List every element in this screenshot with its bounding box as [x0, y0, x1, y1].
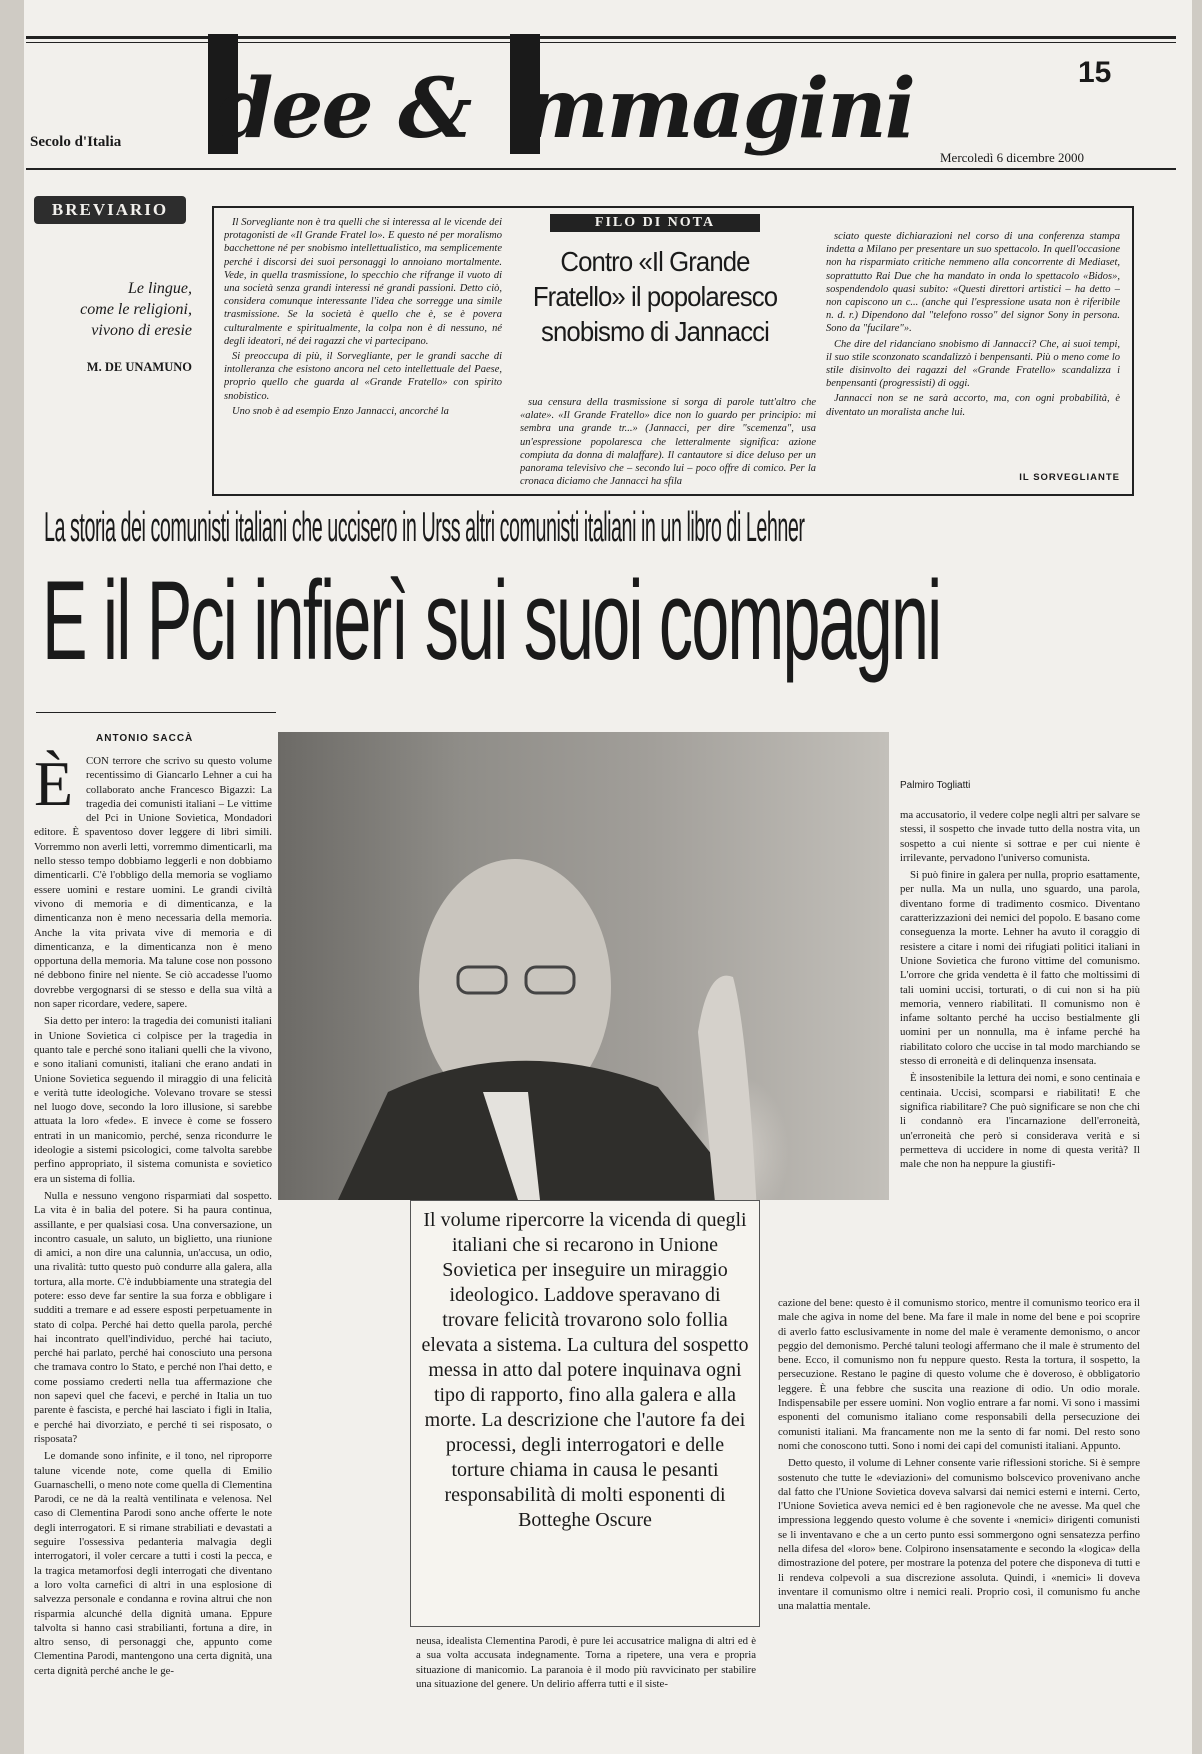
breviario-quote — [40, 278, 192, 341]
filo-paragraph: Il Sorvegliante non è tra quelli che si interessa al le vicende dei protagonisti de «Il Grande Fratel lo». E questo né per moralismo bacchettone né per snobismo intellettualistico, ma semplicemente perché i discorsi dei suoi personaggi lo annoiano mortalmente. Vede, in quella trasmissione, lo specchio che rifrange il vuoto di una società senza grandi interessi né grandi passioni. Detto ciò, considera comunque interessante l'idea che sorregge una simile trasmissione. Se la società è quello che è, se è povera culturalmente e spiritualmente, la colpa non è di nessuno, né degli ideatori, né dei ragazzi che vi partecipano. — [224, 217, 502, 347]
page-number: 15 — [1078, 56, 1112, 89]
article-paragraph: neusa, idealista Clementina Parodi, è pure lei accusatrice maligna di altri ed è a sua volta accusata indegnamente. Torna a ripetere, una vera e propria situazione di manicomio. La paranoia è il modo più ravvicinato per stabilire una situazione del genere. Un delirio afferra tutti e il siste- — [416, 1635, 756, 1690]
top-rule-thin — [26, 42, 1176, 43]
filo-paragraph: sciato queste dichiarazioni nel corso di una conferenza stampa indetta a Milano per presentare un suo spettacolo. In quell'occasione non ha risparmiato critiche nemmeno alla concorrente di Mediaset, soprattutto Rai Due che ha mandato in onda lo spettacolo «Bidos», sospendendolo quasi subito: «Questi direttori artistici – ha detto – non capiscono un c... (anche qui l'espressione usata non è riferibile n. d. r.) Dipendono dal "telefono rosso" del signor Sony in persona. Sono da "fucilare"». — [826, 231, 1120, 335]
article-column-3-wide — [778, 1296, 1140, 1744]
masthead-bottom-rule — [26, 168, 1176, 170]
byline-rule — [36, 712, 276, 713]
quote-line: vivono di eresie — [91, 322, 192, 339]
article-paragraph: Nulla e nessuno vengono risparmiati dal sospetto. La vita è in balìa del potere. Si ha paura continua, assillante, e per qualsiasi cosa. Una conversazione, un incontro casuale, un saluto, un biglietto, una riunione di amici, a non dire una calunnia, un'accusa, un odio, una rivalità: tutto questo può condurre alla galera, alla tortura, alla morte. C'è indubbiamente una strategia del potere: esso deve far sentire la sua forza e obbligare i sudditi a tremare e ad essere esposti perpetuamente in stato di colpa. Perché hai detto quella parola, perché hai incontrato quell'individuo, perché hai taciuto, perché hai parlato, perché hai conosciuto una persona che tramava contro lo Stato, e perché non l'hai detto, e come possiamo crederti nella tua affermazione che non sapevi quel che facevi, e perché in Italia un tuo parente è fascista, e perché hai lasciato i figli in Italia, e perché hai divorziato, e perché ti sei risposato, o risposata? — [34, 1189, 272, 1445]
filo-title-line: Contro «Il Grande — [560, 246, 750, 277]
filo-right-column — [826, 230, 1120, 474]
article-paragraph — [34, 748, 272, 1011]
filo-di-nota-title — [520, 244, 790, 349]
article-paragraph: Detto questo, il volume di Lehner consente varie riflessioni storiche. Si è sempre sostenuto che tutte le «deviazioni» del comunismo bolscevico provenivano anche dal fatto che l'Unione Sovietica doveva salvarsi dai nemici esterni e interni. Certo, l'Unione Sovietica aveva nemici ed è ben ragionevole che ne avesse. Ma quel che impressiona leggendo questo volume è che sovente i «nemici» dirigenti comunisti se li inventavano e che a un certo punto essi sommergono ogni sensatezza perfino nella difesa del «loro» bene. Colpirono insensatamente e secondo la «logica» della dimostrazione del potere, per mostrare la potenza del potere che disponeva di tutti e li rendeva colpevoli a sua discrezione assoluta. Quindi, i «nemici» li doveva inventare il comunismo oltre i nemici reali. Proprio così, il comunismo fu anche una malattia mentale. — [778, 1457, 1140, 1613]
filo-signature: IL SORVEGLIANTE — [1019, 472, 1120, 483]
article-kicker: La storia dei comunisti italiani che uccisero in Urss altri comunisti italiani in un libro di Lehner — [44, 503, 805, 550]
portrait-body — [338, 1061, 748, 1200]
article-paragraph: cazione del bene: questo è il comunismo storico, mentre il comunismo teorico era il male che agiva in nome del bene. Ma fare il male in nome del bene e poi scoprire di averlo fatto esclusivamente in nome del male è veramente demonismo, o ancor peggio del demonismo. Perché taluni teologi affermano che il male è strumento del bene. Ecco, il comunismo non fu neppure questo. Resta la tortura, il sospetto, la persecuzione. Restano le pagine di questo volume che è doveroso, è obbligatorio leggere. È una febbre che suscita una reazione di odio. Un odio morale. Indispensabile per essere uomini. Non voglio entrare a far nomi. Vi sono i massimi esponenti del comunismo italiano come responsabili della persecuzione dei comunisti italiani. Ma francamente non me la sento di far nomi. Del resto sono nomi che conoscono tutti. Sono i nomi dei capi del comunisti italiani. Appunto. — [778, 1297, 1140, 1452]
article-paragraph: Sia detto per intero: la tragedia dei comunisti italiani in Unione Sovietica ci colpisce per la tragedia in quanto tale e perché sono italiani quelli che la vivono, e sono italiani comunisti, italiani che erano andati in Unione Sovietica seguendo il miraggio di una felicità e verità tutte ideologiche. Volevano trovare se stessi nel luogo dove, secondo la loro illusione, si sarebbe attuata la loro «fede». E invece è come se fossero entrati in un manicomio, perché, senza ricondurre le ideologie a sistemi psicologici, come talvolta sarebbe perfino appropriato, il sistema comunista e sovietico era un sistema di follia. — [34, 1015, 272, 1185]
photo-palmiro-togliatti — [278, 732, 889, 1200]
filo-left-column — [224, 216, 502, 490]
photo-caption: Palmiro Togliatti — [900, 780, 971, 791]
filo-title-line: Fratello» il popolaresco — [532, 281, 778, 312]
filo-title-line: snobismo di Jannacci — [541, 316, 769, 347]
article-column-3 — [900, 808, 1140, 1295]
article-paragraph: Le domande sono infinite, e il tono, nel riproporre talune vicende note, come quella di Emilio Guarnaschelli, o meno note come quella di Clementina Parodi, ce ne dà la realtà ventilinata e velenosa. Nel caso di Clementina Parodi sono anche offerte le note degli interrogatori. E si rimane strabiliati e devastati a seguire l'ossessiva pedanteria malvagia degli interrogatori, il voler cercare a tutti i costi la pecca, e la tragica metamorfosi degli interrogati che diventano a loro volta carnefici di altri in una esplosione di salvezza personale e condanna e rovina altrui che non risparmia alcunché della dignità umana. Eppure talvolta si hanno casi strabilianti, fortuna a dire, in altro senso, di personaggi che, appunto come Clementina Parodi, mantengono una certa dignità, una certa dignità perché anche le ge- — [34, 1450, 272, 1677]
article-paragraph: Si può finire in galera per nulla, proprio esattamente, per nulla. Ma un nulla, uno sguardo, una parola, diventano forme di tradimento cosmico. Diventano caratterizzazioni dei nemici del popolo. E basano come conseguenza la morte. Lehner ha avuto il coraggio di resistere a citare i nomi dei rifugiati politici italiani in Unione Sovietica che furono vittime del comunismo. L'orrore che grida vendetta è il fatto che moltissimi di tali uomini uccisi, torturati, o di cui non si ha più memoria, vennero riabilitati. Il comunismo non è infame soltanto perché ha ucciso bestialmente gli uomini per un nonnulla, ma è infame perché ha riabilitato coloro che uccise in tal modo marchiando se stesso di erroneità e di delinquenza insensata. — [900, 869, 1140, 1068]
article-column-1 — [34, 748, 272, 1734]
breviario-author: M. DE UNAMUNO — [86, 360, 192, 374]
section-title-part1: dee & — [216, 61, 471, 157]
article-paragraph: È insostenibile la lettura dei nomi, e sono centinaia e centinaia. Uccisi, scomparsi e riabilitati! E che significa riabilitare? Che può significare se non che chi li condannò era l'incarnazione dell'erroneità, un'erroneità che però si considerava verità e si permetteva di uccidere in nome di questa verità? Il male che non ha neppure la giustifi- — [900, 1072, 1140, 1171]
article-paragraph: ma accusatorio, il vedere colpe negli altri per salvare se stessi, il sospetto che invade tutto della nostra vita, un sospetto a cui niente si sottrae e per cui niente è irrilevante, pervadono l'universo comunista. — [900, 809, 1140, 864]
section-title-part2: mmagini — [522, 61, 914, 157]
filo-middle-column — [520, 396, 816, 492]
dropcap: È — [34, 748, 74, 819]
article-headline: E il Pci infierì sui suoi compagni — [42, 558, 941, 683]
article-opening-text: CON terrore che scrivo su questo volume recentissimo di Giancarlo Lehner a cui ha collaborato anche Francesco Bigazzi: La tragedia dei comunisti italiani – Le vittime del Pci in Unione Sovietica, Mondadori editore. È spaventoso dover leggere di libri simili. Vorremmo non averli letti, vorremmo dimenticarli, ma nello stesso tempo dobbiamo leggerli e non dobbiamo dimenticarli. C'è l'obbligo della memoria se vogliamo essere uomini e restare uomini. Le grandi civiltà vivono di memoria e di dimenticanza, e la dimenticanza non è meno necessaria della memoria. Anche la vita privata vive di memoria e di dimenticanza, e la dimenticanza non è meno opportuna della memoria. Ma talune cose non possono né debbono finire nel niente. Se ciò accadesse l'uomo dovrebbe vergognarsi di se stesso e della sua viltà a non saper ricordare, vedere, sapere. — [34, 755, 272, 1011]
filo-paragraph: Uno snob è ad esempio Enzo Jannacci, ancorché la — [232, 405, 449, 417]
pull-quote: Il volume ripercorre la vicenda di quegli italiani che si recarono in Unione Sovietica per inseguire un miraggio ideologico. Laddove speravano di trovare felicità trovarono solo follia elevata a sistema. La cultura del sospetto messa in atto dal potere inquinava ogni tipo di rapporto, fino alla galera e alla morte. La descrizione che l'autore fa dei processi, degli interrogatori e delle torture chiama in causa le pesanti responsabilità di molti esponenti di Botteghe Oscure — [421, 1209, 749, 1531]
breviario-label: BREVIARIO — [51, 200, 169, 219]
article-author: ANTONIO SACCÀ — [96, 733, 194, 744]
portrait-graphic — [278, 732, 889, 1200]
issue-date: Mercoledì 6 dicembre 2000 — [940, 150, 1085, 165]
paper-name: Secolo d'Italia — [30, 134, 122, 150]
filo-paragraph: Che dire del ridanciano snobismo di Jannacci? Che, ai suoi tempi, il suo stile sconzonato scandalizzò i benpensanti. Più o meno come lo stile disinvolto dei ragazzi del «Grande Fratello» scandalizza i benpensanti (progressisti) di oggi. — [826, 338, 1120, 390]
article-column-2-bottom — [416, 1634, 756, 1746]
filo-di-nota-label: FILO DI NOTA — [594, 215, 716, 230]
quote-line: Le lingue, — [128, 280, 192, 297]
top-rule — [26, 36, 1176, 39]
filo-paragraph: Si preoccupa di più, il Sorvegliante, per le grandi sacche di intolleranza che esistono ancora nel ceto intellettuale del Paese, proprio quello che guarda al «Grande Fratello» con spirito snobistico. — [224, 351, 502, 402]
filo-paragraph: Jannacci non se ne sarà accorto, ma, con ogni probabilità, è diventato un moralista anche lui. — [826, 393, 1120, 418]
quote-line: come le religioni, — [80, 301, 192, 318]
filo-paragraph: sua censura della trasmissione si sorga di parole tutt'altro che «alate». «Il Grande Fratello» dice non lo guardo per principio: mi sembra una grande tr...» (Jannacci, per dire "scemenza", usa un'espressione popolaresca che letteralmente significa: azione compiuta da donna di malaffare). Il cantautore si dice deluso per un panorama televisivo che – secondo lui – poco offre di comico. Per la cronaca diciamo che Jannacci ha sfila — [520, 397, 816, 488]
